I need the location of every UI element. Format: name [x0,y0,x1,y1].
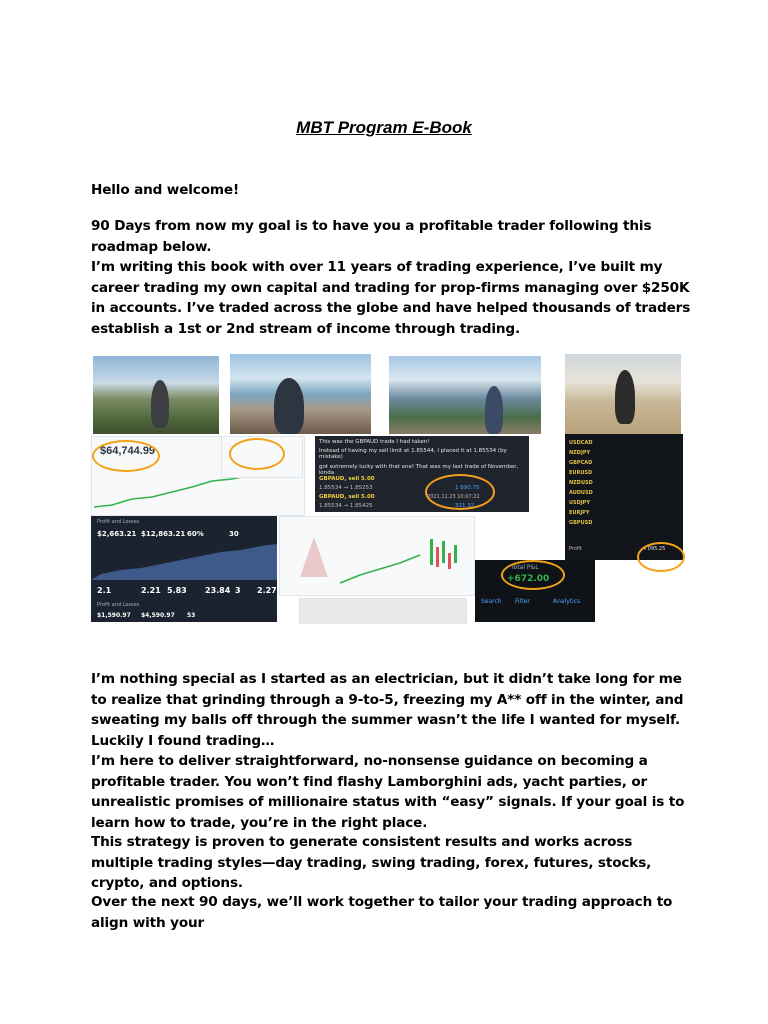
pnl-dashboard [91,516,277,622]
balcony-photo [230,354,371,434]
goal-text: 90 Days from now my goal is to have you a profitable trader following this roadmap below. [91,218,652,255]
highlight-oval [425,474,495,510]
person-figure [274,378,304,434]
highlight-oval [92,440,160,472]
pnl-stat: 2.21 [141,586,161,595]
pnl-stat: 3 [235,586,241,595]
highlight-oval [229,438,285,470]
trade-note: got extremely lucky with that one! That was my last trade of November, kinda [319,464,519,476]
pnl-header: Profit and Losses [97,602,140,608]
analytics-label: Analytics [553,598,581,605]
trade-date: 2021.11.23 10:07:22 [427,494,480,500]
trade-profit: 1 890.75 [455,485,480,491]
pnl-stat: 5.83 [167,586,187,595]
person-figure [151,380,169,428]
pnl-stat: $2,663.21 [97,530,137,538]
analytics-cards [279,516,475,596]
greeting-text: Hello and welcome! [91,182,240,198]
pnl-header: Profit and Losses [97,519,140,525]
background-text: I’m nothing special as I started as an electrician, but it didn’t take long for me to realize that grinding through a 9-to-5, freezing my A** off in the winter, and sweating my balls off through the summer wasn’t the life I wanted for myself. Luckily I found trading… [91,671,684,749]
trade-table-card [299,598,467,624]
pnl-stat: $12,863.21 [141,530,186,538]
pnl-stat: 23.84 [205,586,231,595]
next-text: Over the next 90 days, we’ll work together to tailor your trading approach to align with your [91,894,673,931]
trade-profit: 321.32 [455,503,475,509]
trade-note: Instead of having my sell limit at 1.85544, I placed it at 1.85534 (by mistake) [319,448,507,460]
highlight-oval [501,560,565,590]
trade-row: GBPAUD, sell 5.00 [319,476,375,482]
pnl-stat: 30 [229,530,239,538]
pnl-stat: $4,590.97 [141,612,175,619]
search-label: Search [481,598,502,605]
experience-text: I’m writing this book with over 11 years of trading experience, I’ve built my career trading my own capital and trading for prop-firms managing over $250K in accounts. I’ve traded across the globe and have helped thousands of traders establish a 1st or 2nd stream of income through trading. [91,259,691,337]
trade-row: GBPAUD, sell 5.00 [319,494,375,500]
trade-note: This was the GBPAUD trade I had taken! [319,439,430,445]
trade-history-panel [565,434,683,560]
trade-row: 1.85534 → 1.85253 [319,485,373,491]
total-pl-label: Total P&L [511,564,539,571]
photo-collage [91,354,683,622]
pnl-stat: 60% [187,530,204,538]
pnl-area-chart [91,540,277,580]
pair-list: USDCAD NZDJPY GBPCAD EURUSD NZDUSD AUDUSD USDJPY EURJPY GBPUSD [569,440,593,526]
highlight-oval [637,542,685,572]
mountain-photo [93,356,219,434]
total-pl-value: +672.00 [507,574,550,584]
profit-label: Profit [569,546,583,552]
balance-value: $64,744.99 [100,445,156,457]
rio-photo [389,356,541,434]
pnl-stat: 2.1 [97,586,112,595]
profit-total: 4 095.25 [643,546,666,552]
mission-text: I’m here to deliver straightforward, no-nonsense guidance on becoming a profitable trader. You won’t find flashy Lamborghini ads, yacht parties, or unrealistic promises of millionaire status with “easy” signals. If your goal is to learn how to trade, you’re in the right place. [91,753,685,831]
document-title: MBT Program E-Book [296,118,472,137]
person-figure [615,370,635,424]
pnl-stat: 2.27 [257,586,277,595]
person-figure [485,386,503,434]
analytics-charts [280,517,474,595]
strategy-text: This strategy is proven to generate consistent results and works across multiple trading styles—day trading, swing trading, forex, futures, stocks, crypto, and options. [91,834,652,891]
pnl-stat: $1,590.97 [97,612,131,619]
trade-row: 1.85534 → 1.85425 [319,503,373,509]
filter-label: Filter [515,598,530,605]
pnl-stat: 53 [187,612,196,619]
desert-photo [565,354,681,434]
trade-panel [315,436,529,512]
